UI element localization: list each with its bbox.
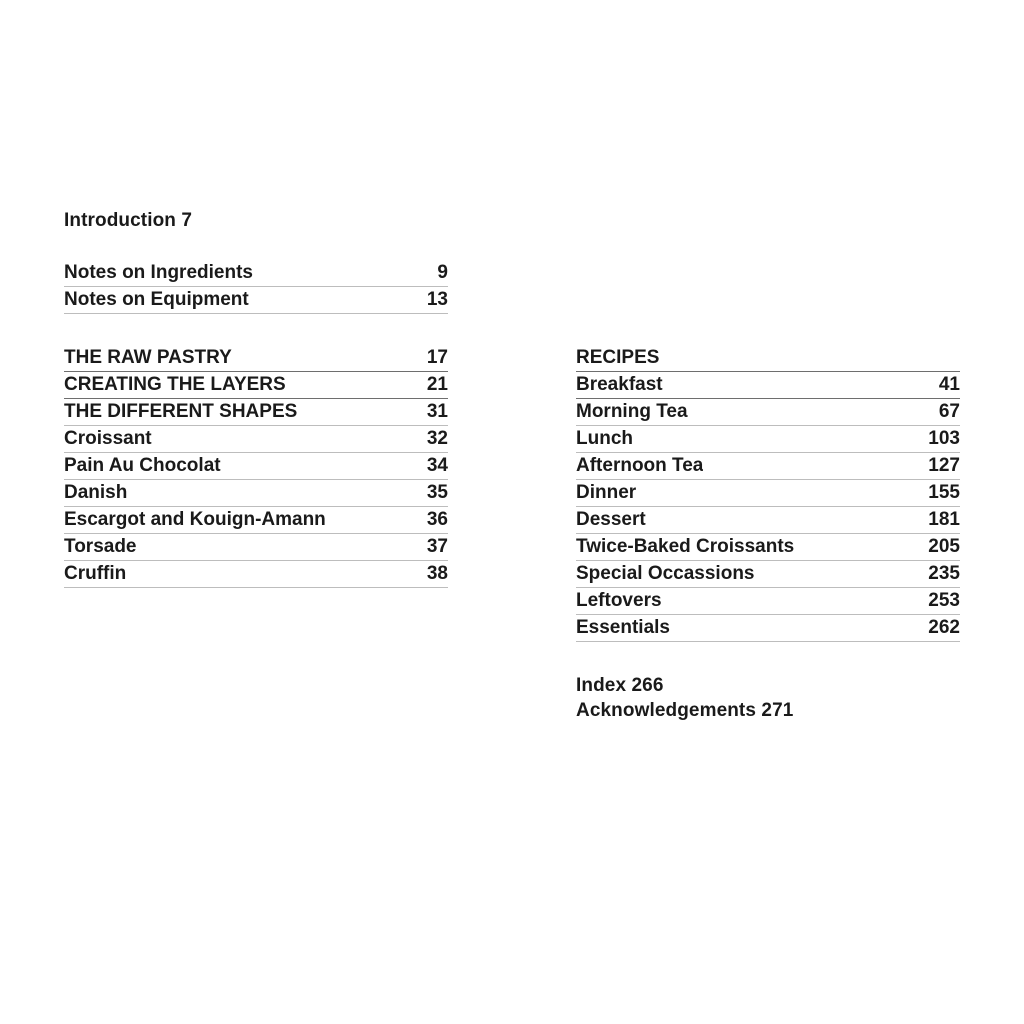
toc-entry-notes-equipment[interactable] xyxy=(64,287,448,314)
toc-entry-page: 262 xyxy=(928,617,960,638)
toc-entry-label: THE RAW PASTRY xyxy=(64,347,232,368)
toc-entry-page: 34 xyxy=(426,455,448,476)
toc-entry-breakfast[interactable] xyxy=(576,372,960,399)
toc-entry-label: Danish xyxy=(64,482,128,503)
toc-notes-block xyxy=(64,260,448,314)
toc-entry-page: 13 xyxy=(426,289,448,310)
toc-entry-page: 9 xyxy=(437,262,448,283)
toc-entry-twice-baked[interactable] xyxy=(576,534,960,561)
toc-entry-creating-layers[interactable] xyxy=(64,372,448,399)
toc-entry-label: CREATING THE LAYERS xyxy=(64,374,286,395)
toc-entry-label: Notes on Equipment xyxy=(64,289,249,310)
toc-entry-page: 32 xyxy=(426,428,448,449)
toc-entry-notes-ingredients[interactable] xyxy=(64,260,448,287)
toc-pastry-block xyxy=(64,345,448,588)
toc-entry-page: 36 xyxy=(426,509,448,530)
toc-entry-page: 235 xyxy=(928,563,960,584)
toc-entry-croissant[interactable] xyxy=(64,426,448,453)
toc-entry-label: Dinner xyxy=(576,482,637,503)
toc-entry-different-shapes[interactable] xyxy=(64,399,448,426)
toc-entry-label: Dessert xyxy=(576,509,646,530)
toc-acknowledgements: Acknowledgements 271 xyxy=(576,700,794,721)
toc-entry-page: 37 xyxy=(426,536,448,557)
toc-entry-pain-au-chocolat[interactable] xyxy=(64,453,448,480)
toc-entry-danish[interactable] xyxy=(64,480,448,507)
toc-entry-dinner[interactable] xyxy=(576,480,960,507)
toc-entry-escargot[interactable] xyxy=(64,507,448,534)
toc-entry-morning-tea[interactable] xyxy=(576,399,960,426)
toc-entry-torsade[interactable] xyxy=(64,534,448,561)
toc-index: Index 266 xyxy=(576,675,664,696)
toc-recipes-block xyxy=(576,345,960,642)
toc-entry-label: Notes on Ingredients xyxy=(64,262,253,283)
toc-entry-label: Croissant xyxy=(64,428,152,449)
toc-entry-label: THE DIFFERENT SHAPES xyxy=(64,401,298,422)
toc-recipes-heading: RECIPES xyxy=(576,345,960,372)
toc-entry-label: Torsade xyxy=(64,536,137,557)
toc-entry-page: 21 xyxy=(426,374,448,395)
toc-entry-label: Lunch xyxy=(576,428,633,449)
toc-entry-label: Afternoon Tea xyxy=(576,455,704,476)
toc-entry-page: 67 xyxy=(938,401,960,422)
toc-entry-page: 38 xyxy=(426,563,448,584)
toc-entry-page: 35 xyxy=(426,482,448,503)
toc-entry-label: Twice-Baked Croissants xyxy=(576,536,795,557)
toc-entry-label: Cruffin xyxy=(64,563,127,584)
toc-entry-page: 253 xyxy=(928,590,960,611)
toc-entry-page: 181 xyxy=(928,509,960,530)
toc-entry-cruffin[interactable] xyxy=(64,561,448,588)
toc-entry-label: Escargot and Kouign-Amann xyxy=(64,509,326,530)
toc-entry-page: 31 xyxy=(426,401,448,422)
toc-introduction: Introduction 7 xyxy=(64,210,193,231)
toc-entry-label: Morning Tea xyxy=(576,401,688,422)
toc-entry-page: 17 xyxy=(426,347,448,368)
toc-entry-page: 103 xyxy=(928,428,960,449)
toc-entry-essentials[interactable] xyxy=(576,615,960,642)
toc-entry-page: 41 xyxy=(938,374,960,395)
toc-entry-label: Special Occassions xyxy=(576,563,755,584)
toc-entry-label: Breakfast xyxy=(576,374,663,395)
toc-entry-lunch[interactable] xyxy=(576,426,960,453)
toc-entry-label: Pain Au Chocolat xyxy=(64,455,221,476)
toc-entry-afternoon-tea[interactable] xyxy=(576,453,960,480)
toc-entry-label: Leftovers xyxy=(576,590,662,611)
toc-entry-page: 127 xyxy=(928,455,960,476)
toc-entry-leftovers[interactable] xyxy=(576,588,960,615)
toc-entry-page: 155 xyxy=(928,482,960,503)
toc-entry-raw-pastry[interactable] xyxy=(64,345,448,372)
toc-entry-page: 205 xyxy=(928,536,960,557)
toc-entry-label: Essentials xyxy=(576,617,670,638)
toc-entry-special-occasions[interactable] xyxy=(576,561,960,588)
toc-entry-dessert[interactable] xyxy=(576,507,960,534)
